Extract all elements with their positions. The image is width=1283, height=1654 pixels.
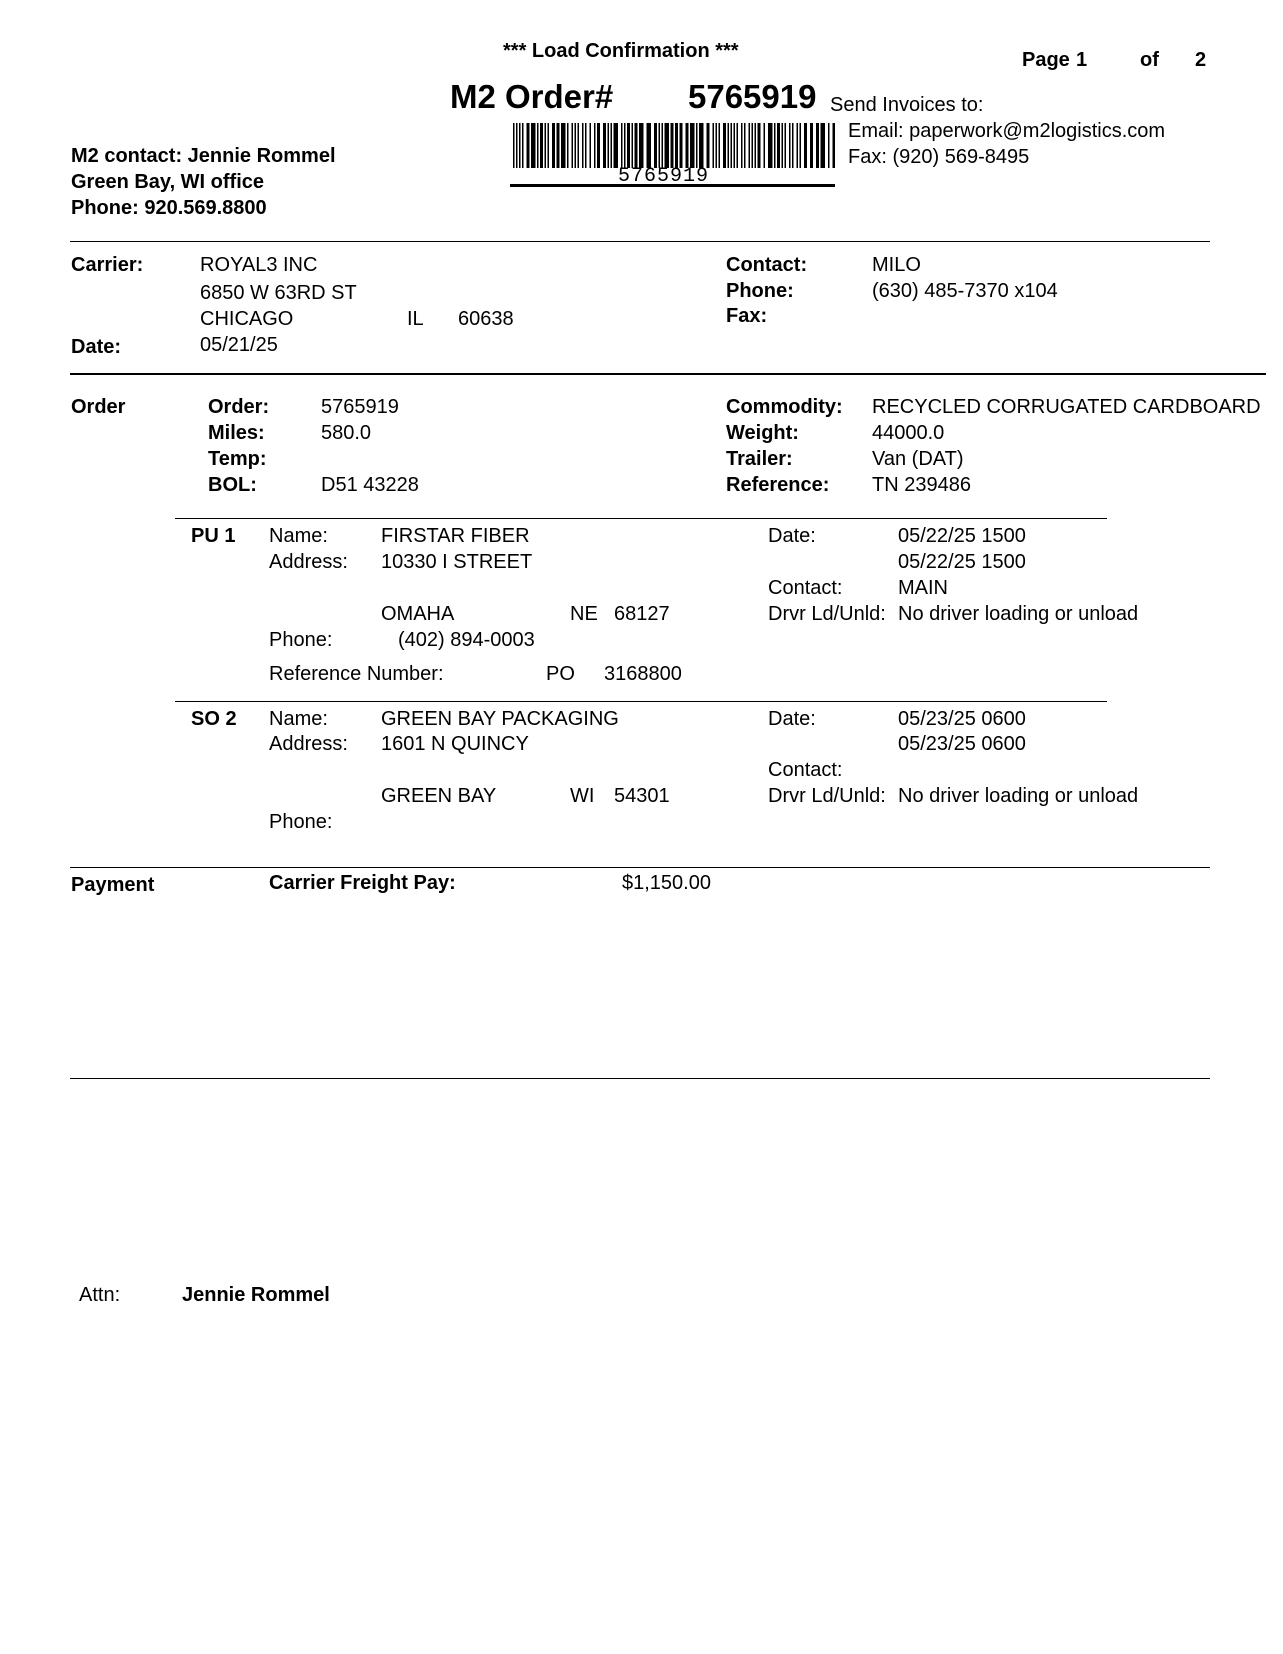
- dropoff-city: GREEN BAY: [381, 785, 497, 807]
- dropoff-contact-label: Contact:: [768, 759, 843, 781]
- carrier-phone: (630) 485-7370 x104: [872, 280, 1058, 302]
- m2-office: Green Bay, WI office: [71, 171, 265, 193]
- reference-label: Reference:: [726, 474, 830, 496]
- barcode-underline: [510, 184, 835, 187]
- commodity-label: Commodity:: [726, 396, 843, 418]
- page-of-label: of: [1140, 49, 1159, 71]
- attn-name: Jennie Rommel: [182, 1284, 330, 1306]
- pickup-name-label: Name:: [269, 525, 328, 547]
- pickup-date-label: Date:: [768, 525, 816, 547]
- dropoff-phone-label: Phone:: [269, 811, 333, 833]
- pickup-date-1: 05/22/25 1500: [898, 525, 1026, 547]
- dropoff-stop-label: SO 2: [191, 708, 237, 730]
- pickup-phone: (402) 894-0003: [398, 629, 535, 651]
- pickup-contact-label: Contact:: [768, 577, 843, 599]
- dropoff-address-label: Address:: [269, 733, 348, 755]
- pickup-address-label: Address:: [269, 551, 348, 573]
- pickup-drvr-label: Drvr Ld/Unld:: [768, 603, 886, 625]
- divider: [70, 373, 1266, 375]
- miles-label: Miles:: [208, 422, 265, 444]
- carrier-city: CHICAGO: [200, 308, 294, 330]
- divider: [70, 867, 1210, 868]
- divider: [175, 518, 1107, 519]
- order-barcode: [513, 123, 835, 168]
- m2-contact: M2 contact: Jennie Rommel: [71, 145, 336, 167]
- payment-section-label: Payment: [71, 874, 155, 896]
- dropoff-drvr-label: Drvr Ld/Unld:: [768, 785, 886, 807]
- divider: [175, 701, 1107, 702]
- dropoff-drvr: No driver loading or unload: [898, 785, 1139, 807]
- pickup-ref-value: 3168800: [604, 663, 682, 685]
- order-number: 5765919: [688, 78, 817, 115]
- reference-value: TN 239486: [872, 474, 971, 496]
- order-value: 5765919: [321, 396, 399, 418]
- send-invoices-label: Send Invoices to:: [830, 94, 984, 116]
- dropoff-date-2: 05/23/25 0600: [898, 733, 1026, 755]
- divider: [70, 241, 1210, 242]
- dropoff-date-1: 05/23/25 0600: [898, 708, 1026, 730]
- divider: [70, 1078, 1210, 1079]
- freight-pay-label: Carrier Freight Pay:: [269, 872, 456, 894]
- invoice-email: Email: paperwork@m2logistics.com: [848, 120, 1166, 142]
- pickup-address: 10330 I STREET: [381, 551, 533, 573]
- dropoff-name-label: Name:: [269, 708, 328, 730]
- bol-value: D51 43228: [321, 474, 419, 496]
- dropoff-name: GREEN BAY PACKAGING: [381, 708, 619, 730]
- pickup-ref-type: PO: [546, 663, 575, 685]
- carrier-state: IL: [407, 308, 424, 330]
- pickup-date-2: 05/22/25 1500: [898, 551, 1026, 573]
- page-total: 2: [1195, 49, 1207, 71]
- page-number: 1: [1076, 49, 1088, 71]
- pickup-phone-label: Phone:: [269, 629, 333, 651]
- pickup-city: OMAHA: [381, 603, 455, 625]
- invoice-fax: Fax: (920) 569-8495: [848, 146, 1030, 168]
- carrier-date-label: Date:: [71, 336, 122, 358]
- trailer-value: Van (DAT): [872, 448, 964, 470]
- m2-phone: Phone: 920.569.8800: [71, 197, 267, 219]
- carrier-contact: MILO: [872, 254, 921, 276]
- order-section-label: Order: [71, 396, 126, 418]
- commodity-value: RECYCLED CORRUGATED CARDBOARD: [872, 396, 1261, 418]
- freight-pay-amount: $1,150.00: [622, 872, 711, 894]
- order-label: Order:: [208, 396, 270, 418]
- dropoff-address: 1601 N QUINCY: [381, 733, 529, 755]
- page-label: Page: [1022, 49, 1070, 71]
- barcode-text: 5765919: [618, 165, 710, 188]
- dropoff-date-label: Date:: [768, 708, 816, 730]
- carrier-zip: 60638: [458, 308, 514, 330]
- pickup-state: NE: [570, 603, 598, 625]
- weight-label: Weight:: [726, 422, 799, 444]
- trailer-label: Trailer:: [726, 448, 793, 470]
- carrier-phone-label: Phone:: [726, 280, 794, 302]
- weight-value: 44000.0: [872, 422, 945, 444]
- dropoff-state: WI: [570, 785, 595, 807]
- pickup-drvr: No driver loading or unload: [898, 603, 1139, 625]
- temp-label: Temp:: [208, 448, 267, 470]
- pickup-name: FIRSTAR FIBER: [381, 525, 530, 547]
- bol-label: BOL:: [208, 474, 257, 496]
- order-number-label: M2 Order#: [450, 78, 614, 115]
- carrier-street: 6850 W 63RD ST: [200, 282, 357, 304]
- carrier-name: ROYAL3 INC: [200, 254, 318, 276]
- attn-label: Attn:: [79, 1284, 121, 1306]
- dropoff-zip: 54301: [614, 785, 670, 807]
- carrier-fax-label: Fax:: [726, 305, 768, 327]
- carrier-contact-label: Contact:: [726, 254, 808, 276]
- pickup-zip: 68127: [614, 603, 670, 625]
- carrier-date: 05/21/25: [200, 334, 278, 356]
- carrier-label: Carrier:: [71, 254, 144, 276]
- pickup-contact: MAIN: [898, 577, 948, 599]
- pickup-stop-label: PU 1: [191, 525, 236, 547]
- miles-value: 580.0: [321, 422, 372, 444]
- pickup-ref-label: Reference Number:: [269, 663, 444, 685]
- document-title: *** Load Confirmation ***: [503, 40, 739, 62]
